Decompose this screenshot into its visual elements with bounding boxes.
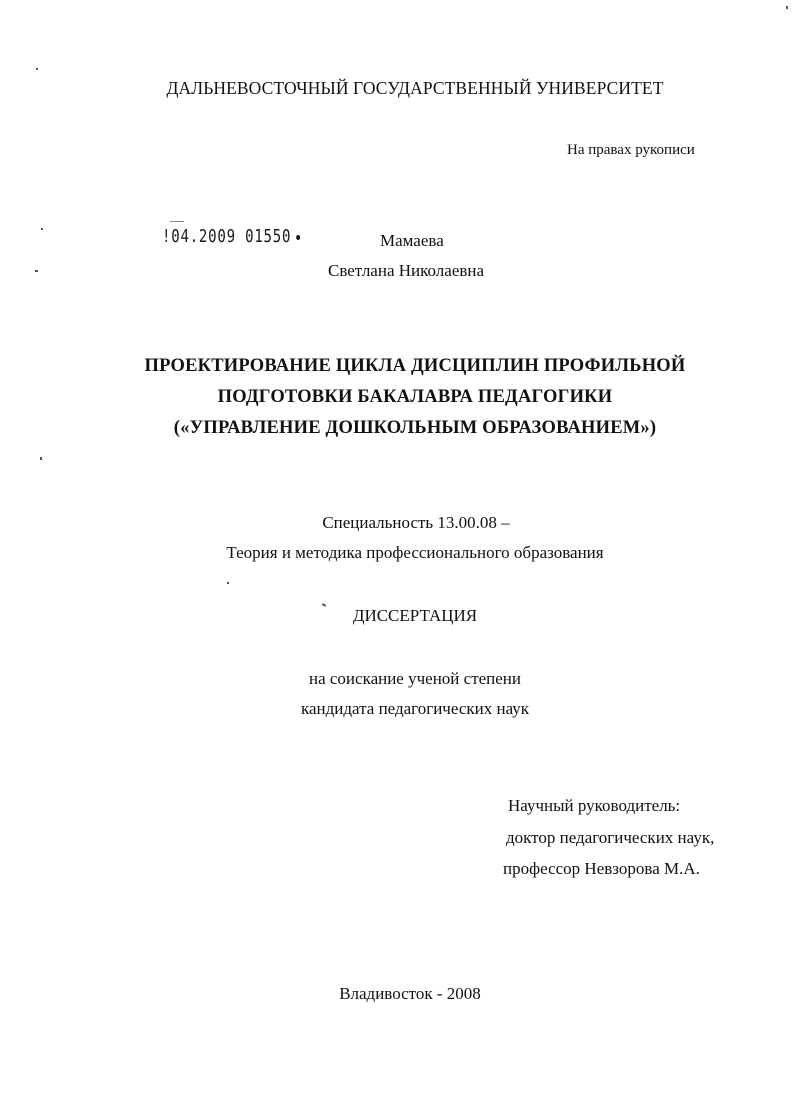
title-line-1: ПРОЕКТИРОВАНИЕ ЦИКЛА ДИСЦИПЛИН ПРОФИЛЬНОЙ xyxy=(144,356,686,376)
scan-speck xyxy=(170,221,184,222)
supervisor-degree: доктор педагогических наук, xyxy=(506,828,715,847)
specialty-code: Специальность 13.00.08 – xyxy=(322,513,510,532)
author-surname: Мамаева xyxy=(380,231,444,250)
scan-speck xyxy=(40,457,42,460)
author-name: Светлана Николаевна xyxy=(328,261,485,280)
city-year: Владивосток - 2008 xyxy=(339,984,481,1003)
scan-speck xyxy=(35,270,38,272)
title-line-2: ПОДГОТОВКИ БАКАЛАВРА ПЕДАГОГИКИ xyxy=(217,387,613,407)
document-type: ДИССЕРТАЦИЯ xyxy=(352,606,478,625)
manuscript-note: На правах рукописи xyxy=(567,142,695,158)
stamp-dot-icon xyxy=(296,235,300,240)
specialty-name: Теория и методика профессионального образования xyxy=(226,543,604,562)
university-name: ДАЛЬНЕВОСТОЧНЫЙ ГОСУДАРСТВЕННЫЙ УНИВЕРСИТЕТ xyxy=(166,78,664,98)
library-stamp-number xyxy=(162,227,300,247)
supervisor-heading: Научный руководитель: xyxy=(508,796,681,815)
scan-speck xyxy=(786,6,788,9)
title-line-3: («УПРАВЛЕНИЕ ДОШКОЛЬНЫМ ОБРАЗОВАНИЕМ») xyxy=(173,418,657,438)
scan-speck xyxy=(36,68,38,70)
stamp-number-text: !04.2009 01550 xyxy=(162,226,292,247)
scan-speck xyxy=(227,582,229,584)
supervisor-name: профессор Невзорова М.А. xyxy=(503,859,700,878)
degree-line-1: на соискание ученой степени xyxy=(308,669,522,688)
degree-line-2: кандидата педагогических наук xyxy=(300,699,530,718)
scan-speck xyxy=(41,228,43,230)
